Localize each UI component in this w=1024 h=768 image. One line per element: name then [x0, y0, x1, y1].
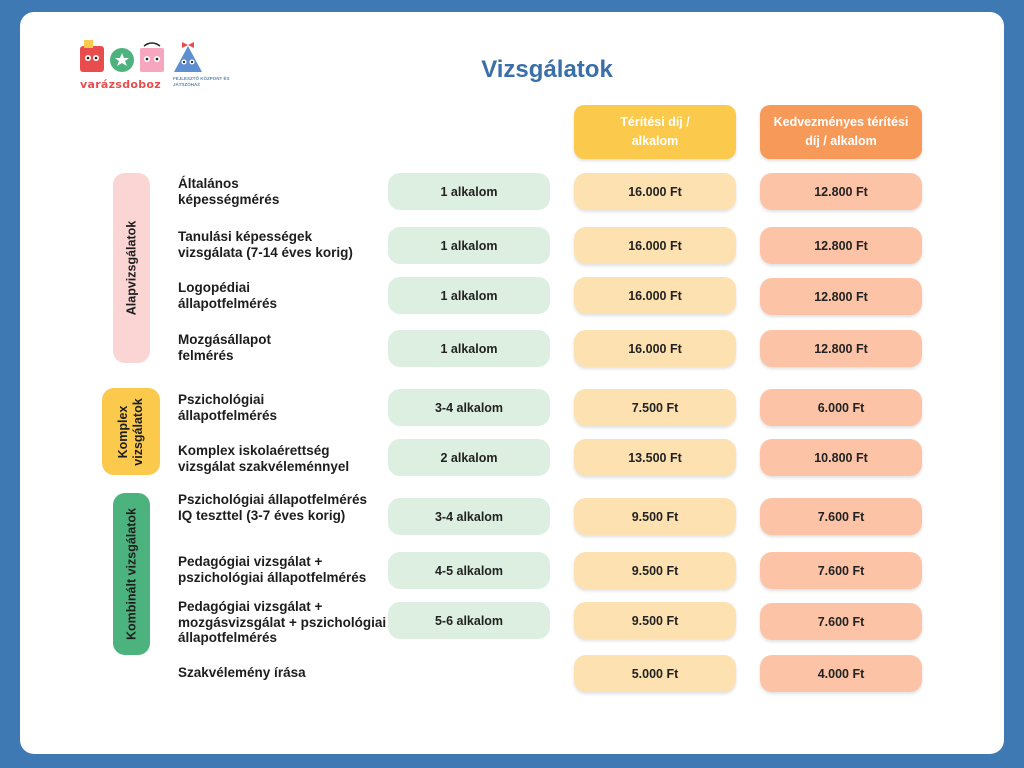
sessions-cell: 1 alkalom [388, 173, 550, 210]
group-komplex-vizsgalatok [102, 388, 160, 475]
price-cell: 5.000 Ft [574, 655, 736, 692]
service-name: Pszichológiai állapotfelmérés IQ teszttel (3-7 éves korig) [178, 492, 368, 523]
group-label: Alapvizsgálatok [124, 220, 138, 316]
sessions-cell: 3-4 alkalom [388, 498, 550, 535]
logo-wordmark-text: varázsdoboz [80, 78, 161, 91]
sessions-cell: 4-5 alkalom [388, 552, 550, 589]
discount-cell: 12.800 Ft [760, 330, 922, 367]
service-name: Komplex iskolaérettség vizsgálat szakvéleménnyel [178, 443, 350, 474]
discount-cell: 7.600 Ft [760, 552, 922, 589]
discount-cell: 12.800 Ft [760, 173, 922, 210]
sessions-cell: 1 alkalom [388, 330, 550, 367]
discount-cell: 10.800 Ft [760, 439, 922, 476]
discount-cell: 7.600 Ft [760, 603, 922, 640]
price-cell: 7.500 Ft [574, 389, 736, 426]
price-cell: 16.000 Ft [574, 227, 736, 264]
service-name: Mozgásállapot felmérés [178, 332, 272, 363]
sessions-cell: 1 alkalom [388, 227, 550, 264]
service-name: Logopédiai állapotfelmérés [178, 280, 278, 311]
group-label: Komplex vizsgálatok [116, 397, 145, 466]
page-title: Vizsgálatok [481, 56, 613, 83]
price-cell: 16.000 Ft [574, 173, 736, 210]
discount-cell: 7.600 Ft [760, 498, 922, 535]
discount-cell: 6.000 Ft [760, 389, 922, 426]
group-alapvizsgalatok [113, 173, 150, 363]
price-cell: 16.000 Ft [574, 277, 736, 314]
sessions-cell: 5-6 alkalom [388, 602, 550, 639]
service-name: Szakvélemény írása [178, 665, 306, 680]
service-name: Pedagógiai vizsgálat + pszichológiai állapotfelmérés [178, 554, 367, 585]
price-cell: 9.500 Ft [574, 552, 736, 589]
discount-cell: 12.800 Ft [760, 278, 922, 315]
sessions-cell: 1 alkalom [388, 277, 550, 314]
price-cell: 13.500 Ft [574, 439, 736, 476]
discount-cell: 4.000 Ft [760, 655, 922, 692]
discount-cell: 12.800 Ft [760, 227, 922, 264]
price-cell: 9.500 Ft [574, 498, 736, 535]
service-name: Tanulási képességek vizsgálata (7-14 éves korig) [178, 229, 353, 260]
group-kombinalt-vizsgalatok [113, 493, 150, 655]
service-name: Általános képességmérés [178, 176, 280, 207]
service-name: Pszichológiai állapotfelmérés [178, 392, 278, 423]
group-label: Kombinált vizsgálatok [124, 508, 138, 640]
logo-subtitle: FEJLESZTŐ KÖZPONT ÉS JÁTSZÓHÁZ [173, 76, 230, 87]
sessions-cell: 2 alkalom [388, 439, 550, 476]
sessions-cell: 3-4 alkalom [388, 389, 550, 426]
service-name: Pedagógiai vizsgálat + mozgásvizsgálat + pszichológiai állapotfelmérés [178, 599, 387, 645]
price-cell: 16.000 Ft [574, 330, 736, 367]
discount-column-header: Kedvezményes térítési díj / alkalom [760, 105, 922, 159]
price-column-header: Térítési díj / alkalom [574, 105, 736, 159]
price-cell: 9.500 Ft [574, 602, 736, 639]
